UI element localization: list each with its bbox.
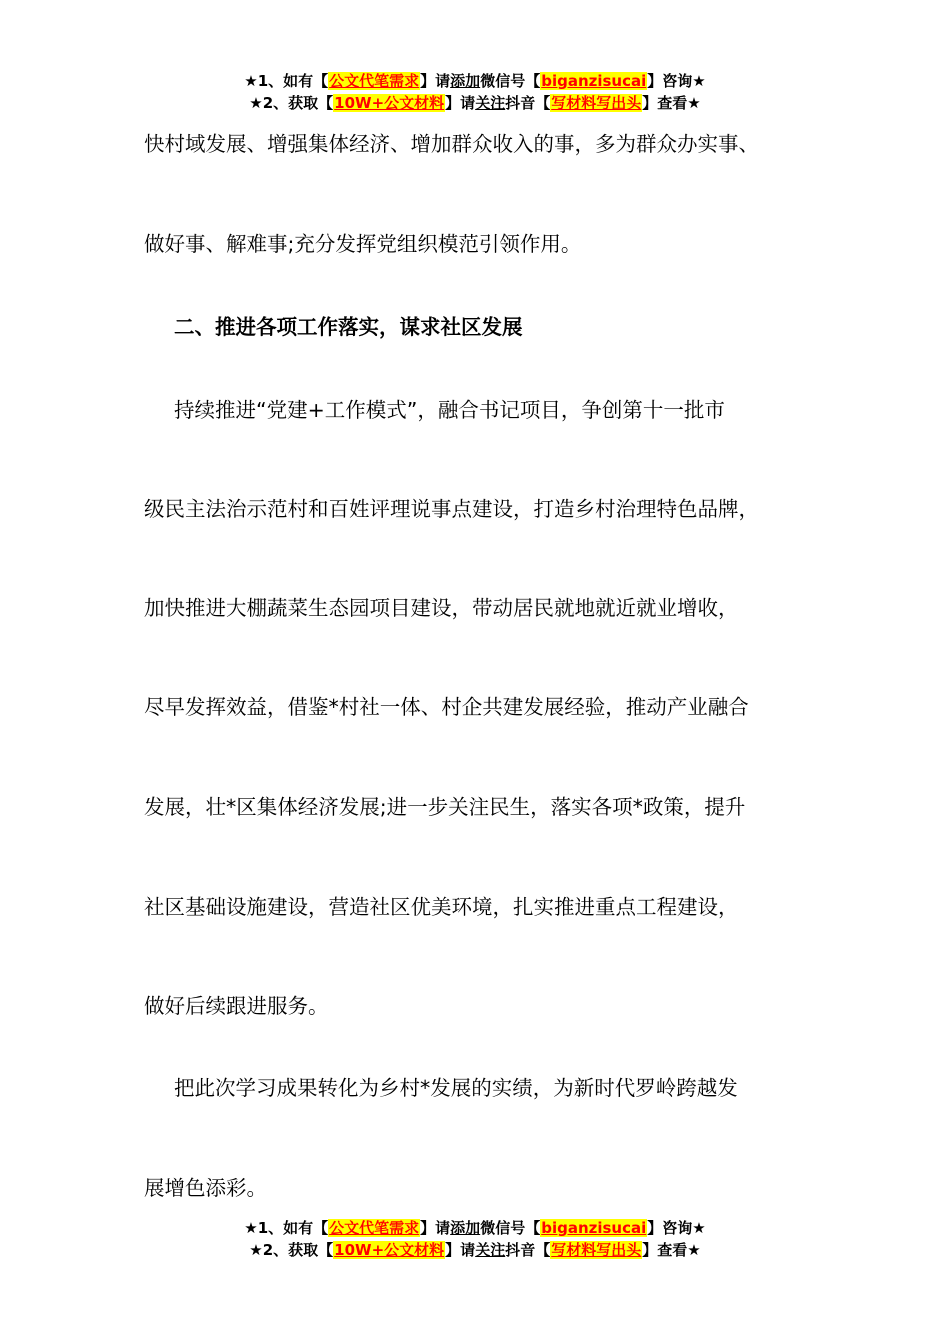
highlight-materials: 10W+公文材料 — [334, 1241, 445, 1259]
highlight-service: 公文代笔需求 — [329, 1219, 420, 1237]
star-icon: ★ — [692, 1219, 706, 1237]
star-icon: ★ — [244, 72, 258, 90]
section-heading: 二、推进各项工作落实，谋求社区发展 — [174, 315, 523, 339]
header-banner — [0, 70, 950, 114]
paragraph-line: 展增色添彩。 — [144, 1176, 267, 1200]
banner-text: 】咨询 — [647, 1219, 693, 1237]
highlight-materials: 10W+公文材料 — [334, 94, 445, 112]
star-icon: ★ — [244, 1219, 258, 1237]
paragraph-line: 级民主法治示范村和百姓评理说事点建设，打造乡村治理特色品牌， — [144, 497, 759, 521]
banner-line-2 — [0, 92, 950, 114]
douyin-account-link[interactable]: 写材料写出头 — [551, 94, 642, 112]
star-icon: ★ — [692, 72, 706, 90]
footer-banner — [0, 1217, 950, 1261]
underlined-text: 关注 — [475, 94, 506, 112]
underlined-text: 添加 — [450, 1219, 481, 1237]
underlined-text: 关注 — [475, 1241, 506, 1259]
banner-text: 1、如有【 — [257, 72, 329, 90]
star-icon: ★ — [687, 1241, 701, 1259]
wechat-id-link[interactable]: biganzisucai — [541, 72, 647, 90]
banner-text: 】请 — [420, 72, 451, 90]
banner-text: 2、获取【 — [262, 94, 334, 112]
star-icon: ★ — [249, 1241, 263, 1259]
paragraph-line: 做好后续跟进服务。 — [144, 994, 329, 1018]
banner-text: 】咨询 — [647, 72, 693, 90]
paragraph-line: 做好事、解难事;充分发挥党组织模范引领作用。 — [144, 232, 582, 256]
star-icon: ★ — [687, 94, 701, 112]
paragraph-line: 加快推进大棚蔬菜生态园项目建设，带动居民就地就近就业增收， — [144, 596, 739, 620]
banner-text: 】请 — [420, 1219, 451, 1237]
banner-text: 抖音【 — [505, 1241, 551, 1259]
paragraph-line: 社区基础设施建设，营造社区优美环境，扎实推进重点工程建设， — [144, 895, 739, 919]
paragraph-line: 把此次学习成果转化为乡村*发展的实绩，为新时代罗岭跨越发 — [174, 1076, 738, 1100]
paragraph-line: 尽早发挥效益，借鉴*村社一体、村企共建发展经验，推动产业融合 — [144, 695, 749, 719]
banner-text: 微信号【 — [480, 1219, 541, 1237]
banner-text: 】查看 — [642, 94, 688, 112]
banner-line-1 — [0, 1217, 950, 1239]
underlined-text: 添加 — [450, 72, 481, 90]
banner-text: 】请 — [445, 1241, 476, 1259]
banner-text: 抖音【 — [505, 94, 551, 112]
banner-line-1 — [0, 70, 950, 92]
paragraph-line: 发展，壮*区集体经济发展;进一步关注民生，落实各项*政策，提升 — [144, 795, 746, 819]
banner-line-2 — [0, 1239, 950, 1261]
highlight-service: 公文代笔需求 — [329, 72, 420, 90]
banner-text: 1、如有【 — [257, 1219, 329, 1237]
banner-text: 2、获取【 — [262, 1241, 334, 1259]
paragraph-line: 持续推进“党建+工作模式”，融合书记项目，争创第十一批市 — [174, 398, 725, 422]
wechat-id-link[interactable]: biganzisucai — [541, 1219, 647, 1237]
banner-text: 】请 — [445, 94, 476, 112]
star-icon: ★ — [249, 94, 263, 112]
paragraph-line: 快村域发展、增强集体经济、增加群众收入的事，多为群众办实事、 — [144, 132, 759, 156]
banner-text: 微信号【 — [480, 72, 541, 90]
douyin-account-link[interactable]: 写材料写出头 — [551, 1241, 642, 1259]
banner-text: 】查看 — [642, 1241, 688, 1259]
